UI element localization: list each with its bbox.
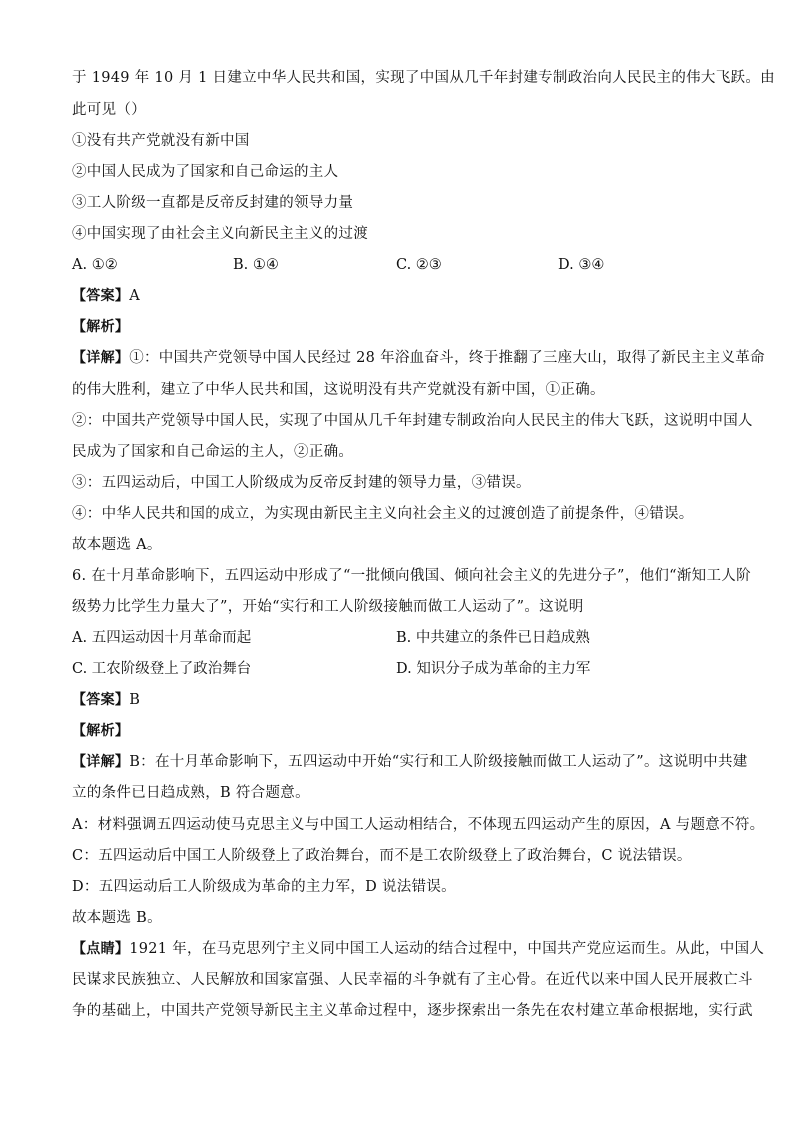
q5-analysis-heading: [72, 317, 129, 337]
q5-option-d: D. ③④: [558, 257, 605, 273]
detail-tag: 【详解】: [72, 754, 130, 770]
q5-option-b: B. ①④: [233, 257, 279, 273]
q6-answer: [72, 690, 140, 710]
point-tag: 【点睛】: [72, 941, 130, 957]
q5-detail-line2: 的伟大胜利，建立了中华人民共和国，这说明没有共产党就没有新中国，①正确。: [72, 382, 605, 398]
q5-detail-line4: 民成为了国家和自己命运的主人，②正确。: [72, 444, 354, 460]
detail-tag: 【详解】: [72, 350, 130, 366]
analysis-tag: 【解析】: [72, 319, 130, 335]
q5-detail-line1: [72, 348, 765, 368]
q5-item-4: ④中国实现了由社会主义向新民主主义的过渡: [72, 226, 368, 242]
answer-tag: 【答案】: [72, 288, 130, 304]
q5-stem-line2: 此可见（）: [72, 102, 146, 118]
q6-stem-line1: 6. 在十月革命影响下，五四运动中形成了“一批倾向俄国、倾向社会主义的先进分子”，他们“渐知工人阶: [72, 568, 751, 584]
q5-item-1: ①没有共产党就没有新中国: [72, 133, 250, 149]
q5-option-c: C. ②③: [396, 257, 442, 273]
q6-analysis-heading: [72, 721, 129, 741]
detail-text: B：在十月革命影响下，五四运动中开始“实行和工人阶级接触而做工人运动了”。这说明中共建: [129, 754, 748, 770]
q5-conclusion: 故本题选 A。: [72, 537, 162, 553]
q5-detail-line6: ④：中华人民共和国的成立，为实现由新民主主义向社会主义的过渡创造了前提条件，④错误。: [72, 506, 694, 522]
q5-answer: [72, 286, 140, 306]
q6-option-d: D. 知识分子成为革命的主力军: [396, 661, 591, 677]
q5-detail-line3: ②：中国共产党领导中国人民，实现了中国从几千年封建专制政治向人民民主的伟大飞跃，这说明中国人: [72, 413, 753, 429]
q5-item-2: ②中国人民成为了国家和自己命运的主人: [72, 164, 339, 180]
q6-point-line3: 争的基础上，中国共产党领导新民主主义革命过程中，逐步探索出一条先在农村建立革命根据地，实行武: [72, 1003, 753, 1019]
q6-detail-line1: [72, 752, 748, 772]
point-text: 1921 年，在马克思列宁主义同中国工人运动的结合过程中，中国共产党应运而生。从此，中国人: [129, 941, 765, 957]
q6-conclusion: 故本题选 B。: [72, 910, 162, 926]
q6-option-c: C. 工农阶级登上了政治舞台: [72, 661, 252, 677]
answer-tag: 【答案】: [72, 692, 130, 708]
q6-detail-line3: A：材料强调五四运动使马克思主义与中国工人运动相结合，不体现五四运动产生的原因，A 与题意不符。: [72, 817, 765, 833]
q6-option-a: A. 五四运动因十月革命而起: [72, 630, 252, 646]
answer-value: A: [129, 288, 140, 304]
q6-detail-line5: D：五四运动后工人阶级成为革命的主力军，D 说法错误。: [72, 879, 456, 895]
q6-stem-line2: 级势力比学生力量大了”，开始“实行和工人阶级接触而做工人运动了”。这说明: [72, 599, 584, 615]
analysis-tag: 【解析】: [72, 723, 130, 739]
answer-value: B: [129, 692, 141, 708]
q6-point-line2: 民谋求民族独立、人民解放和国家富强、人民幸福的斗争就有了主心骨。在近代以来中国人民开展救亡斗: [72, 972, 753, 988]
q5-stem-line1: 于 1949 年 10 月 1 日建立中华人民共和国，实现了中国从几千年封建专制政治向人民民主的伟大飞跃。由: [72, 70, 775, 86]
detail-text: ①：中国共产党领导中国人民经过 28 年浴血奋斗，终于推翻了三座大山，取得了新民主主义革命: [129, 350, 765, 366]
q5-option-a: A. ①②: [72, 257, 118, 273]
q6-detail-line2: 立的条件已日趋成熟，B 符合题意。: [72, 785, 310, 801]
q6-option-b: B. 中共建立的条件已日趋成熟: [396, 630, 590, 646]
q5-detail-line5: ③：五四运动后，中国工人阶级成为反帝反封建的领导力量，③错误。: [72, 475, 531, 491]
q5-item-3: ③工人阶级一直都是反帝反封建的领导力量: [72, 195, 354, 211]
q6-detail-line4: C：五四运动后中国工人阶级登上了政治舞台，而不是工农阶级登上了政治舞台，C 说法错误。: [72, 848, 692, 864]
q6-point-line1: [72, 939, 764, 959]
